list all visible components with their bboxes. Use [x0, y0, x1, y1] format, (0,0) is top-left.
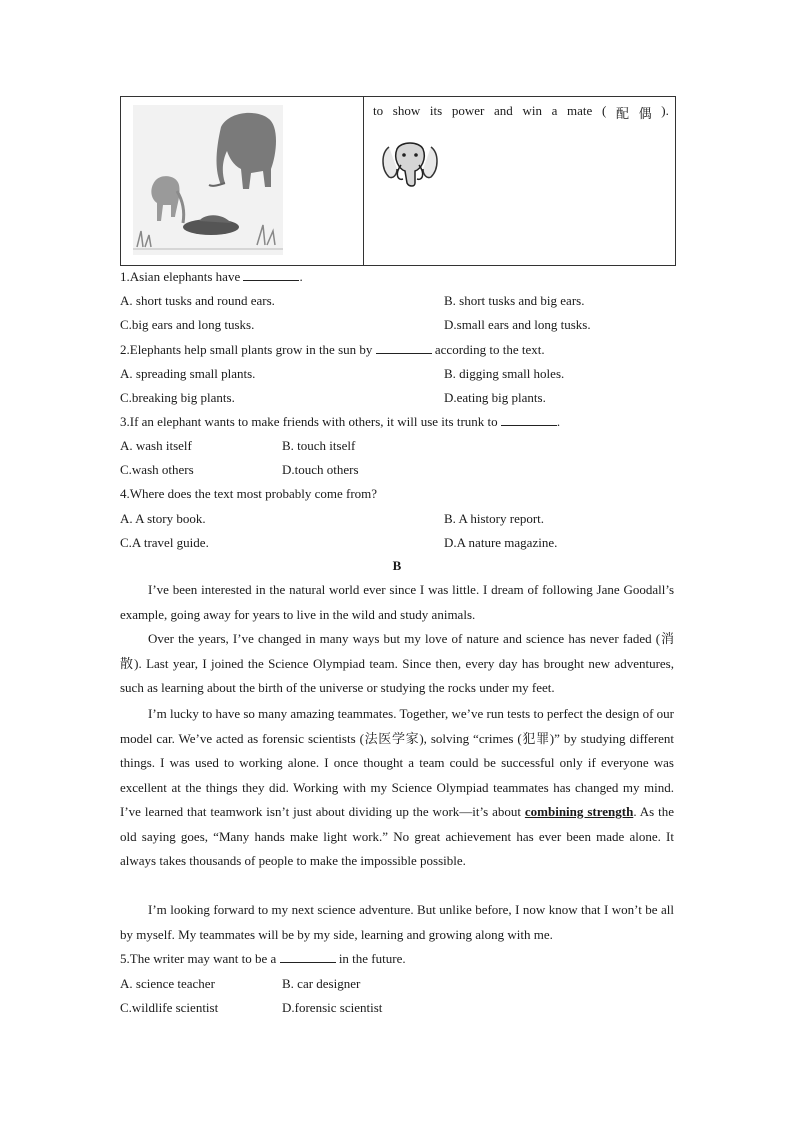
- passage-paragraph-4: I’m looking forward to my next science adventure. But unlike before, I now know that I won’t be all by myself. My teammates will be by my side, learning and growing along with me.: [120, 902, 674, 942]
- question-5-stem: [120, 951, 406, 967]
- answer-blank: [280, 951, 336, 963]
- section-heading: B: [392, 558, 402, 573]
- option-c: C.breaking big plants.: [120, 390, 235, 405]
- answer-blank: [376, 342, 432, 354]
- option-c: C.wildlife scientist: [120, 1000, 219, 1015]
- passage-paragraph-1: I’ve been interested in the natural world ever since I was little. I dream of following Jane Goodall’s example, going away for years to live in the wild and study animals.: [120, 582, 674, 622]
- stem-text: according to the text.: [431, 342, 545, 357]
- word: mate: [567, 103, 593, 118]
- option-b: B. short tusks and big ears.: [444, 293, 585, 308]
- option-a: A. science teacher: [120, 976, 215, 991]
- option-a: A. wash itself: [120, 438, 192, 453]
- word: win: [522, 103, 542, 118]
- option-c: C.wash others: [120, 462, 194, 477]
- word: ).: [661, 103, 669, 118]
- option-d: D.A nature magazine.: [444, 535, 558, 550]
- option-d: D.eating big plants.: [444, 390, 546, 405]
- stem-text: 5.The writer may want to be a: [120, 951, 280, 966]
- table-divider: [363, 97, 364, 265]
- option-d: D.forensic scientist: [282, 1000, 383, 1015]
- option-a: A. A story book.: [120, 511, 206, 526]
- passage-paragraph-2: Over the years, I’ve changed in many ways but my love of nature and science has never faded (消散). Last year, I joined the Science Olympiad team. Since then, every day has brought new adventures, such as learning about the birth of the universe or studying the rocks under my feet.: [120, 631, 674, 695]
- option-c: C.big ears and long tusks.: [120, 317, 255, 332]
- option-b: B. car designer: [282, 976, 361, 991]
- word: to: [373, 103, 384, 118]
- question-2-stem: [120, 342, 545, 358]
- stem-text: in the future.: [335, 951, 406, 966]
- question-4-stem: 4.Where does the text most probably come from?: [120, 486, 378, 501]
- word: 偶: [638, 106, 652, 121]
- word: (: [601, 103, 607, 118]
- underlined-phrase: combining strength: [524, 804, 634, 819]
- word: a: [551, 103, 558, 118]
- question-3-stem: [120, 414, 560, 430]
- illustration-table: [120, 96, 676, 266]
- option-d: D.small ears and long tusks.: [444, 317, 591, 332]
- option-c: C.A travel guide.: [120, 535, 209, 550]
- question-1-stem: [120, 269, 303, 285]
- stem-text: 1.Asian elephants have: [120, 269, 244, 284]
- paragraph-text: I’m lucky to have so many amazing teammates. Together, we’ve run tests to perfect the design of our model car. We’ve acted as forensic scientists (法医学家), solving “crimes (犯罪)” by studying different things. I was used to working alone. I once thought a team could be successful only if everyone was excellent at the things they did. Working with my Science Olympiad teammates has changed my mind. I’ve learned that teamwork isn’t just about dividing up the work—it’s about: [120, 706, 674, 819]
- paragraph-text: . As the old saying goes, “Many hands make light work.” No great achievement has ever been made alone. It always takes thousands of people to make the impossible possible.: [120, 804, 675, 868]
- stem-text: .: [299, 269, 303, 284]
- word: 配: [615, 106, 629, 121]
- word: its: [429, 103, 443, 118]
- elephant-head-icon: [379, 139, 441, 189]
- word: and: [494, 103, 513, 118]
- stem-text: .: [556, 414, 561, 429]
- option-d: D.touch others: [282, 462, 359, 477]
- word: show: [392, 103, 421, 118]
- elephant-illustration: [133, 105, 283, 255]
- stem-text: 3.If an elephant wants to make friends with others, it will use its trunk to: [120, 414, 501, 429]
- stem-text: 2.Elephants help small plants grow in the sun by: [120, 342, 376, 357]
- word: power: [451, 103, 485, 118]
- option-a: A. spreading small plants.: [120, 366, 256, 381]
- passage-paragraph-3: [120, 702, 674, 874]
- option-b: B. touch itself: [282, 438, 356, 453]
- answer-blank: [243, 269, 299, 281]
- option-b: B. A history report.: [444, 511, 545, 526]
- option-b: B. digging small holes.: [444, 366, 565, 381]
- option-a: A. short tusks and round ears.: [120, 293, 275, 308]
- answer-blank: [501, 414, 557, 426]
- table-right-text: [373, 103, 669, 122]
